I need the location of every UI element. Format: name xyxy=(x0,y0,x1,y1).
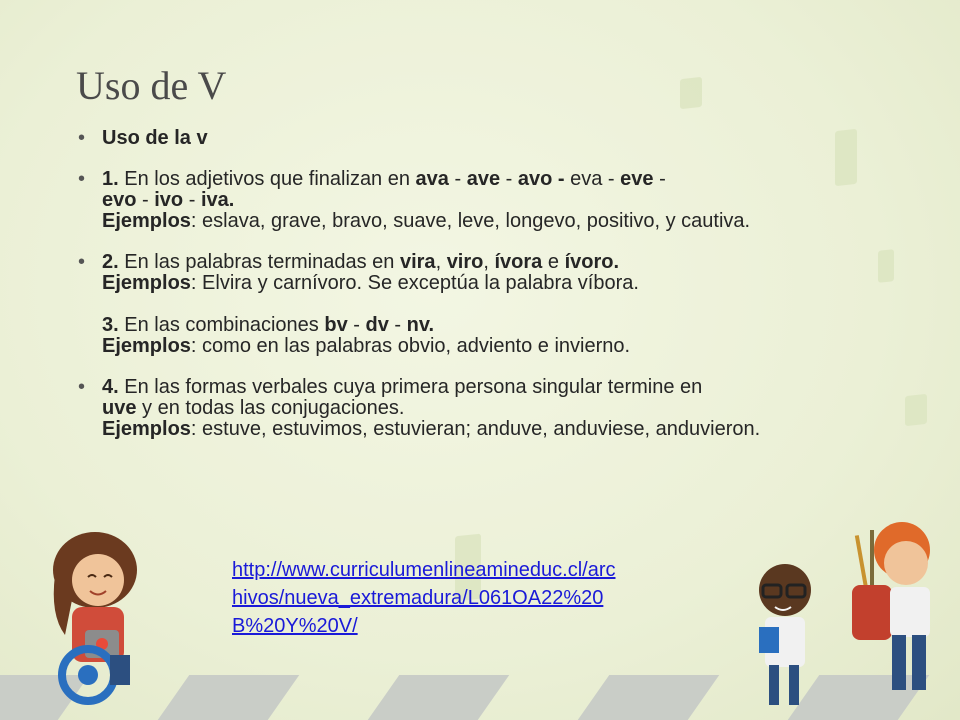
examples-text: Ejemplos: estuve, estuvimos, estuvieran; anduve, anduviese, anduvieron. xyxy=(102,418,761,440)
bullet-item xyxy=(78,169,878,232)
rule-text-cont: uve y en todas las conjugaciones. xyxy=(102,397,405,419)
source-link[interactable] xyxy=(232,556,616,640)
bullet-item xyxy=(78,128,878,149)
rule-text: 3. En las combinaciones bv - dv - nv. xyxy=(102,314,435,336)
bullet-marker: • xyxy=(78,168,86,190)
boy-glasses-illustration xyxy=(745,555,825,715)
examples-text: Ejemplos: eslava, grave, bravo, suave, leve, longevo, positivo, y cautiva. xyxy=(102,210,751,232)
rule-text: 4. En las formas verbales cuya primera persona singular termine en xyxy=(102,376,703,398)
source-link-line[interactable]: B%20Y%20V/ xyxy=(232,615,358,637)
bullet-marker: • xyxy=(78,127,86,149)
source-link-line[interactable]: hivos/nueva_extremadura/L061OA22%20 xyxy=(232,587,604,609)
decorative-shape xyxy=(878,249,894,283)
source-link-line[interactable]: http://www.curriculumenlineamineduc.cl/arc xyxy=(232,559,616,581)
decorative-shape xyxy=(680,77,702,109)
bullet-item xyxy=(78,377,878,440)
bullet-heading: Uso de la v xyxy=(102,127,208,149)
bullet-list xyxy=(78,128,878,460)
bullet-item xyxy=(78,252,878,357)
decorative-shape xyxy=(905,394,927,426)
examples-text: Ejemplos: como en las palabras obvio, adviento e invierno. xyxy=(102,335,631,357)
rule-text: 2. En las palabras terminadas en vira, viro, ívora e ívoro. xyxy=(102,251,620,273)
boy-backpack-illustration xyxy=(840,515,950,700)
girl-wheelchair-illustration xyxy=(30,525,170,705)
bullet-marker: • xyxy=(78,376,86,398)
bullet-marker: • xyxy=(78,251,86,273)
rule-text: 1. En los adjetivos que finalizan en ava - ave - avo - eva - eve - xyxy=(102,168,666,190)
slide-title: Uso de V xyxy=(76,63,227,108)
examples-text: Ejemplos: Elvira y carnívoro. Se exceptúa la palabra víbora. xyxy=(102,272,639,294)
rule-text-cont: evo - ivo - iva. xyxy=(102,189,235,211)
